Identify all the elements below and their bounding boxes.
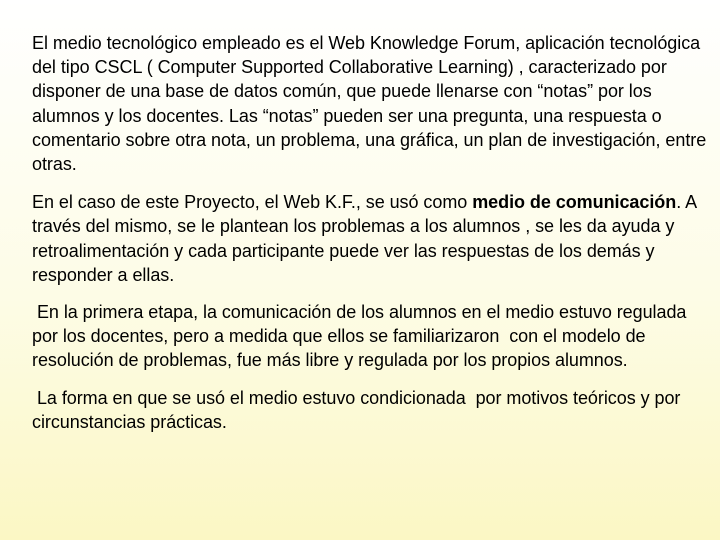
paragraph-primera-etapa	[32, 300, 710, 373]
paragraph-2-text-start: En el caso de este Proyecto, el Web K.F., se usó como	[32, 192, 473, 213]
paragraph-caso-proyecto	[32, 190, 710, 287]
paragraph-1-text: El medio tecnológico empleado es el Web Knowledge Forum, aplicación tecnológica del tipo CSCL ( Computer Supported Collaborative Learning) , caracterizado por disponer de una base de datos común, que puede llenarse con “notas” por los alumnos y los docentes. Las “notas” pueden ser una pregunta, una respuesta o comentario sobre otra nota, un problema, una gráfica, un plan de investigación, entre otras.	[32, 33, 707, 175]
paragraph-2-text-end: . A través del mismo, se le plantean los problemas a los alumnos , se les da ayuda y retroalimentación y cada participante puede ver las respuestas de los demás y responder a ellas.	[32, 192, 697, 285]
paragraph-2-bold-text: medio de comunicación	[472, 192, 677, 213]
paragraph-forma-uso	[32, 386, 710, 434]
paragraph-4-text: La forma en que se usó el medio estuvo condicionada por motivos teóricos y por circunstancias prácticas.	[32, 387, 686, 432]
paragraph-3-text: En la primera etapa, la comunicación de los alumnos en el medio estuvo regulada por los docentes, pero a medida que ellos se familiarizaron con el modelo de resolución de problemas, fue más libre y regulada por los propios alumnos.	[32, 302, 692, 371]
paragraph-medio-tecnologico	[32, 31, 710, 176]
